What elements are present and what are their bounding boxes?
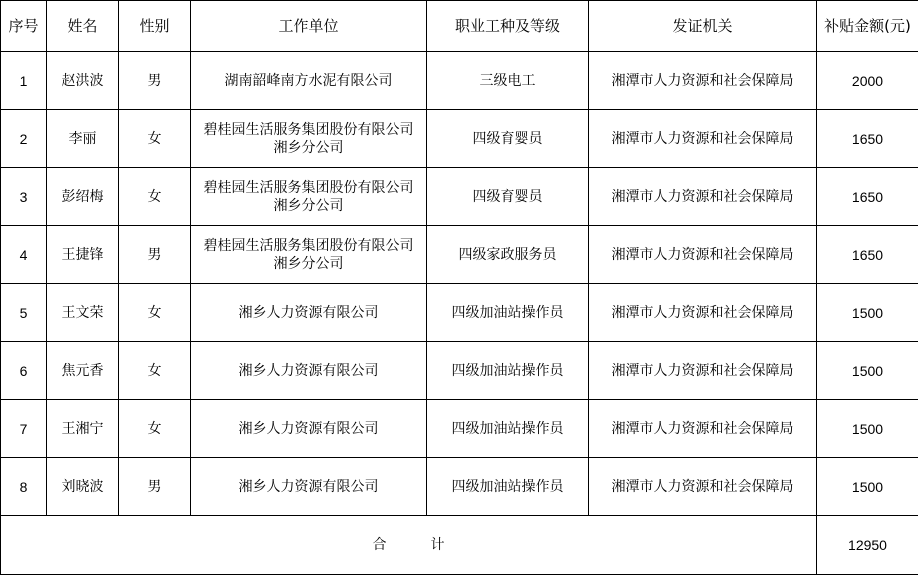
header-row [1, 1, 918, 52]
table-row [1, 168, 918, 226]
header-name: 姓名 [47, 1, 119, 52]
cell-amount: 1500 [817, 342, 918, 400]
cell-name: 王文荣 [47, 284, 119, 342]
table-row [1, 110, 918, 168]
cell-occupation: 四级家政服务员 [427, 226, 589, 284]
cell-occupation: 三级电工 [427, 52, 589, 110]
table-row [1, 284, 918, 342]
cell-gender: 女 [119, 168, 191, 226]
cell-issuer: 湘潭市人力资源和社会保障局 [589, 110, 817, 168]
cell-occupation: 四级加油站操作员 [427, 342, 589, 400]
cell-unit [191, 284, 427, 342]
cell-name: 刘晓波 [47, 458, 119, 516]
cell-no: 3 [1, 168, 47, 226]
cell-issuer: 湘潭市人力资源和社会保障局 [589, 400, 817, 458]
total-label-a: 合 [372, 537, 387, 553]
cell-unit-line: 湘乡人力资源有限公司 [238, 304, 379, 321]
cell-issuer: 湘潭市人力资源和社会保障局 [589, 342, 817, 400]
cell-unit-line: 碧桂园生活服务集团股份有限公司 [203, 121, 414, 138]
cell-unit-line: 湘乡人力资源有限公司 [238, 478, 379, 495]
cell-no: 7 [1, 400, 47, 458]
cell-no: 8 [1, 458, 47, 516]
cell-name: 焦元香 [47, 342, 119, 400]
cell-unit [191, 226, 427, 284]
cell-unit [191, 168, 427, 226]
cell-amount: 1650 [817, 168, 918, 226]
cell-unit [191, 458, 427, 516]
cell-amount: 1500 [817, 284, 918, 342]
cell-gender: 男 [119, 52, 191, 110]
cell-name: 王捷锋 [47, 226, 119, 284]
total-label [1, 516, 817, 575]
cell-no: 4 [1, 226, 47, 284]
cell-gender: 女 [119, 342, 191, 400]
cell-unit-line: 湘乡人力资源有限公司 [238, 420, 379, 437]
header-amount: 补贴金额(元) [817, 1, 918, 52]
cell-issuer: 湘潭市人力资源和社会保障局 [589, 458, 817, 516]
table-row [1, 458, 918, 516]
cell-occupation: 四级育婴员 [427, 168, 589, 226]
cell-unit-line: 碧桂园生活服务集团股份有限公司 [203, 179, 414, 196]
cell-amount: 1500 [817, 400, 918, 458]
cell-unit [191, 342, 427, 400]
cell-amount: 1500 [817, 458, 918, 516]
cell-gender: 女 [119, 400, 191, 458]
cell-name: 赵洪波 [47, 52, 119, 110]
table-row [1, 226, 918, 284]
cell-unit-line: 湘乡人力资源有限公司 [238, 362, 379, 379]
header-gender: 性别 [119, 1, 191, 52]
cell-occupation: 四级加油站操作员 [427, 400, 589, 458]
cell-occupation: 四级加油站操作员 [427, 458, 589, 516]
cell-occupation: 四级加油站操作员 [427, 284, 589, 342]
cell-amount: 1650 [817, 226, 918, 284]
cell-name: 王湘宁 [47, 400, 119, 458]
cell-unit-line: 碧桂园生活服务集团股份有限公司 [203, 237, 414, 254]
header-no: 序号 [1, 1, 47, 52]
total-row [1, 516, 918, 575]
cell-issuer: 湘潭市人力资源和社会保障局 [589, 52, 817, 110]
cell-no: 5 [1, 284, 47, 342]
cell-name: 彭绍梅 [47, 168, 119, 226]
cell-name: 李丽 [47, 110, 119, 168]
cell-issuer: 湘潭市人力资源和社会保障局 [589, 226, 817, 284]
total-label-b: 计 [430, 537, 445, 553]
cell-no: 1 [1, 52, 47, 110]
cell-no: 6 [1, 342, 47, 400]
table-row [1, 342, 918, 400]
table-row [1, 400, 918, 458]
cell-unit [191, 110, 427, 168]
header-unit: 工作单位 [191, 1, 427, 52]
cell-gender: 男 [119, 458, 191, 516]
cell-unit-line: 湘乡分公司 [273, 197, 344, 214]
cell-gender: 女 [119, 284, 191, 342]
cell-amount: 1650 [817, 110, 918, 168]
cell-unit-line: 湖南韶峰南方水泥有限公司 [224, 72, 393, 89]
cell-gender: 女 [119, 110, 191, 168]
header-occupation: 职业工种及等级 [427, 1, 589, 52]
cell-occupation: 四级育婴员 [427, 110, 589, 168]
cell-issuer: 湘潭市人力资源和社会保障局 [589, 284, 817, 342]
cell-unit [191, 52, 427, 110]
cell-gender: 男 [119, 226, 191, 284]
cell-no: 2 [1, 110, 47, 168]
total-amount: 12950 [817, 516, 918, 575]
cell-issuer: 湘潭市人力资源和社会保障局 [589, 168, 817, 226]
cell-unit-line: 湘乡分公司 [273, 139, 344, 156]
cell-unit-line: 湘乡分公司 [273, 255, 344, 272]
header-issuer: 发证机关 [589, 1, 817, 52]
table-row [1, 52, 918, 110]
cell-unit [191, 400, 427, 458]
cell-amount: 2000 [817, 52, 918, 110]
